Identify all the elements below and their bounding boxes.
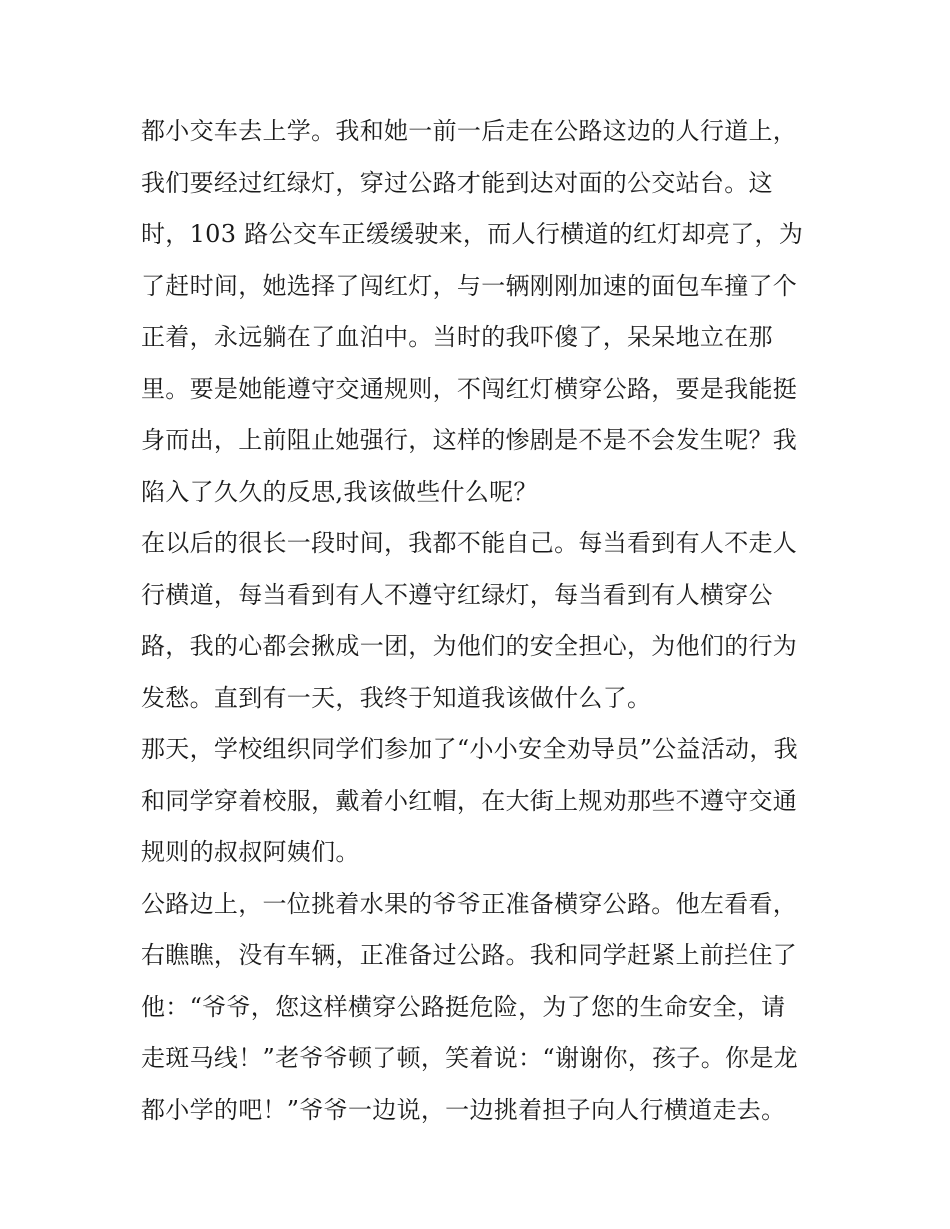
- text-line: 都小学的吧！”爷爷一边说，一边挑着担子向人行横道走去。: [141, 1095, 786, 1124]
- text-line: 规则的叔叔阿姨们。: [141, 838, 360, 866]
- text-line: 路，我的心都会揪成一团，为他们的安全担心，为他们的行为: [141, 632, 798, 660]
- text-line: 正着，永远躺在了血泊中。当时的我吓傻了，呆呆地立在那: [141, 323, 773, 351]
- text-line: 都小交车去上学。我和她一前一后走在公路这边的人行道上，: [141, 117, 798, 145]
- text-line: 那天，学校组织同学们参加了“小小安全劝导员”公益活动，我: [141, 735, 798, 763]
- text-line: 右瞧瞧，没有车辆，正准备过公路。我和同学赶紧上前拦住了: [141, 941, 798, 969]
- text-line: 陷入了久久的反思,我该做些什么呢？: [141, 477, 538, 506]
- text-line: 我们要经过红绿灯，穿过公路才能到达对面的公交站台。这: [141, 168, 773, 197]
- essay-text: [141, 106, 813, 1136]
- text-line: 他：“爷爷，您这样横穿公路挺危险，为了您的生命安全，请: [141, 992, 786, 1021]
- text-line: 了赶时间，她选择了闯红灯，与一辆刚刚加速的面包车撞了个: [141, 271, 798, 300]
- text-line: 行横道，每当看到有人不遵守红绿灯，每当看到有人横穿公: [141, 580, 773, 609]
- text-line: 公路边上，一位挑着水果的爷爷正准备横穿公路。他左看看，: [141, 889, 798, 918]
- text-line: 和同学穿着校服，戴着小红帽，在大街上规劝那些不遵守交通: [141, 786, 798, 815]
- text-line: 发愁。直到有一天，我终于知道我该做什么了。: [141, 683, 652, 712]
- text-line: 里。要是她能遵守交通规则，不闯红灯横穿公路，要是我能挺: [141, 374, 798, 403]
- text-line: 时，103 路公交车正缓缓驶来，而人行横道的红灯却亮了，为: [141, 220, 804, 248]
- text-line: 走斑马线！”老爷爷顿了顿，笑着说：“谢谢你，孩子。你是龙: [141, 1044, 798, 1072]
- text-line: 在以后的很长一段时间，我都不能自己。每当看到有人不走人: [141, 529, 798, 557]
- text-line: 身而出，上前阻止她强行，这样的惨剧是不是不会发生呢？我: [141, 426, 798, 454]
